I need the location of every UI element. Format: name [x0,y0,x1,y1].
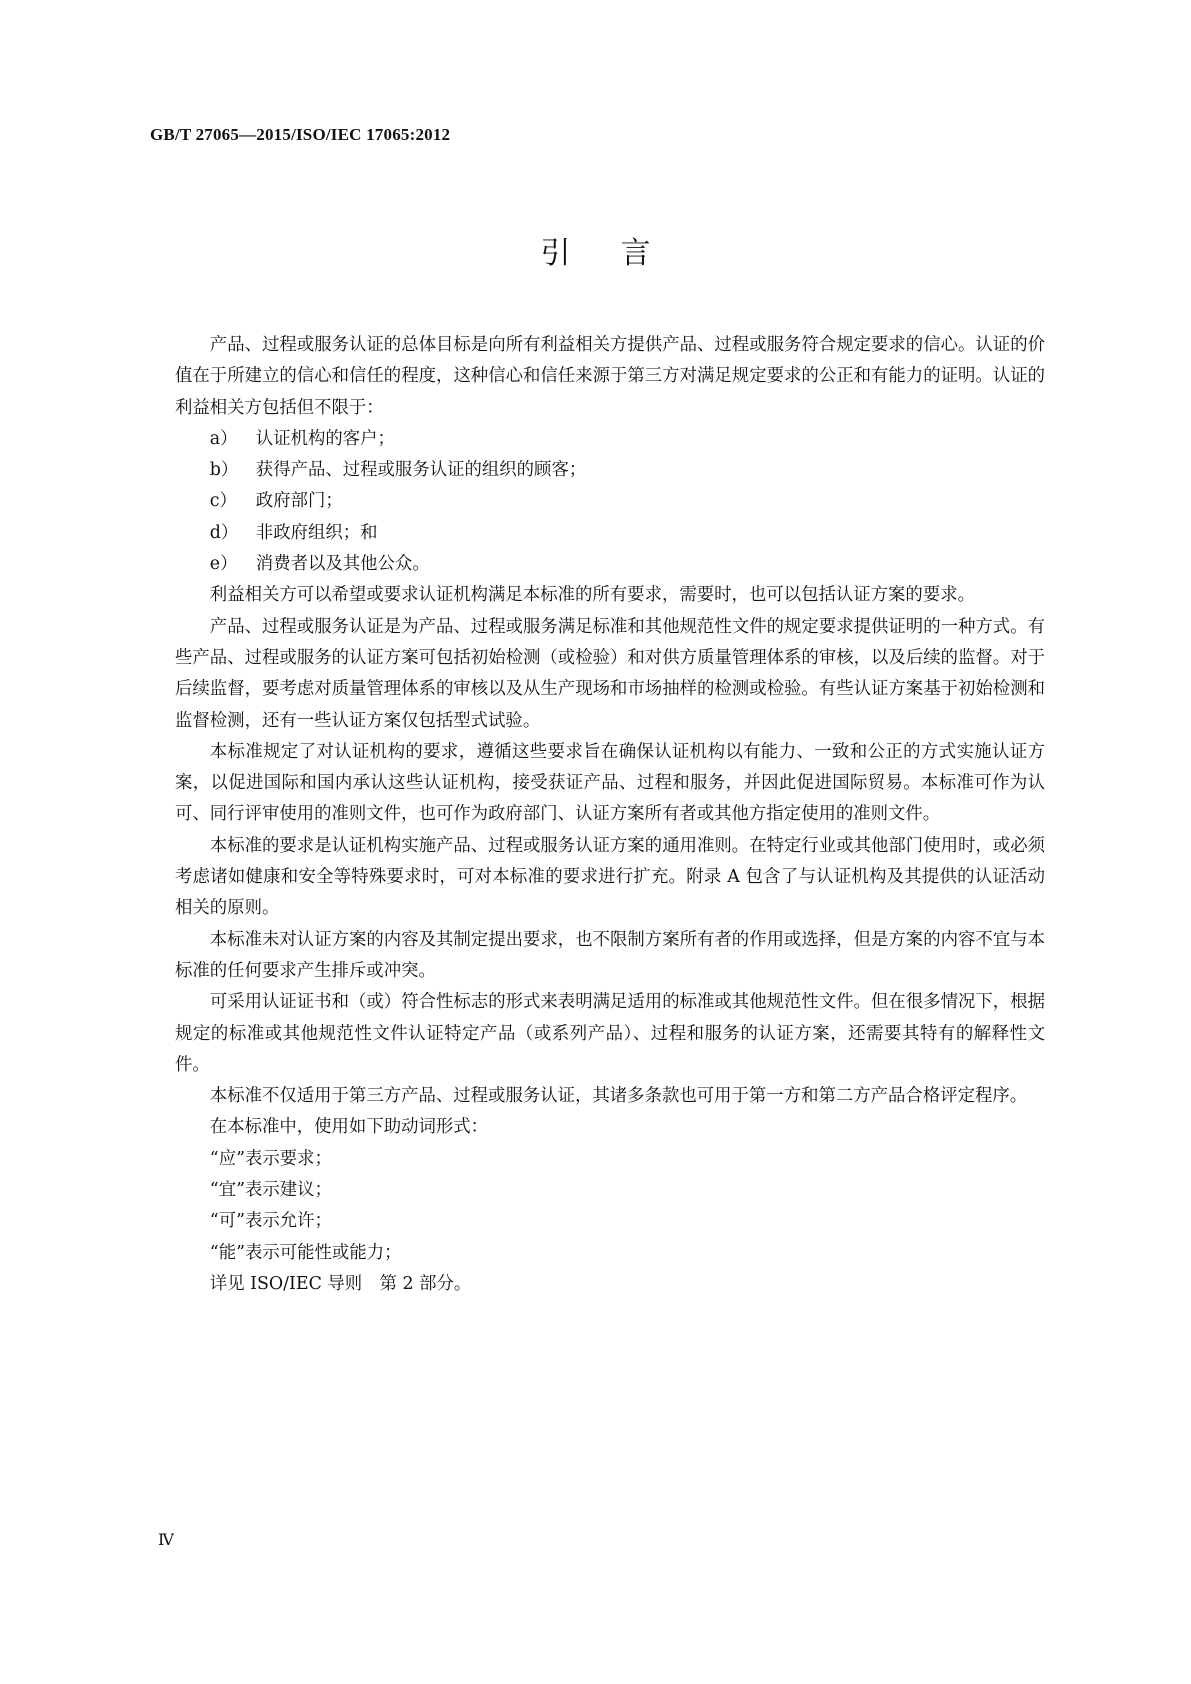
paragraph: 产品、过程或服务认证是为产品、过程或服务满足标准和其他规范性文件的规定要求提供证明的一种方式。有些产品、过程或服务的认证方案可包括初始检测（或检验）和对供方质量管理体系的审核，以及后续的监督。对于后续监督，要考虑对质量管理体系的审核以及从生产现场和市场抽样的检测或检验。有些认证方案基于初始检测和监督检测，还有一些认证方案仅包括型式试验。 [175,616,1045,731]
list-text: 政府部门； [255,491,343,512]
list-label: b） [209,460,239,481]
list-text: 认证机构的客户； [255,428,395,449]
list-label: c） [209,491,237,512]
verb-line: “能”表示可能性或能力； [209,1242,402,1263]
standard-code: GB/T 27065—2015/ISO/IEC 17065:2012 [150,125,451,144]
list-item [175,486,1045,517]
paragraph: 利益相关方可以希望或要求认证机构满足本标准的所有要求，需要时，也可以包括认证方案的要求。 [209,585,975,606]
verb-line: “可”表示允许； [209,1211,332,1232]
paragraph: 产品、过程或服务认证的总体目标是向所有利益相关方提供产品、过程或服务符合规定要求的信心。认证的价值在于所建立的信心和信任的程度，这种信心和信任来源于第三方对满足规定要求的公正和有能力的证明。认证的利益相关方包括但不限于： [175,335,1045,418]
document-body [175,330,1045,1300]
paragraph: 本标准的要求是认证机构实施产品、过程或服务认证方案的通用准则。在特定行业或其他部门使用时，或必须考虑诸如健康和安全等特殊要求时，可对本标准的要求进行扩充。附录 A 包含了与认证机构及其提供的认证活动相关的原则。 [175,835,1045,919]
paragraph: 在本标准中，使用如下助动词形式： [209,1117,489,1138]
verb-line: “应”表示要求； [209,1148,332,1169]
list-label: d） [209,522,239,543]
list-text: 消费者以及其他公众。 [255,554,430,575]
paragraph: 本标准规定了对认证机构的要求，遵循这些要求旨在确保认证机构以有能力、一致和公正的方式实施认证方案，以促进国际和国内承认这些认证机构，接受获证产品、过程和服务，并因此促进国际贸易。本标准可作为认可、同行评审使用的准则文件，也可作为政府部门、认证方案所有者或其他方指定使用的准则文件。 [175,741,1045,825]
list-item [175,518,1045,549]
page-title: 引言 [540,236,701,271]
verb-line: “宜”表示建议； [209,1180,332,1201]
paragraph: 本标准不仅适用于第三方产品、过程或服务认证，其诸多条款也可用于第一方和第二方产品合格评定程序。 [209,1086,1028,1107]
list-text: 非政府组织；和 [255,522,378,543]
list-item [175,455,1045,486]
paragraph: 本标准未对认证方案的内容及其制定提出要求，也不限制方案所有者的作用或选择，但是方案的内容不宜与本标准的任何要求产生排斥或冲突。 [175,929,1045,981]
paragraph: 可采用认证证书和（或）符合性标志的形式来表明满足适用的标准或其他规范性文件。但在很多情况下，根据规定的标准或其他规范性文件认证特定产品（或系列产品）、过程和服务的认证方案，还需要其特有的解释性文件。 [175,992,1045,1075]
list-item [175,549,1045,580]
list-text: 获得产品、过程或服务认证的组织的顾客； [255,460,587,481]
page-number: Ⅳ [158,1532,174,1549]
list-item [175,424,1045,455]
list-label: a） [209,428,238,449]
verb-line: 详见 ISO/IEC 导则 第 2 部分。 [209,1273,472,1294]
list-label: e） [209,554,238,575]
